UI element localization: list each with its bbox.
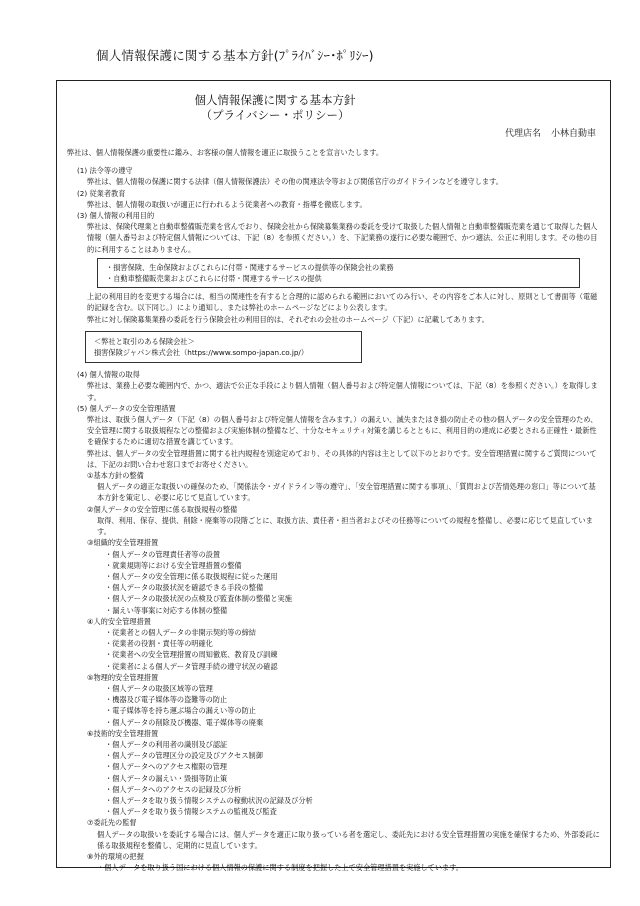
list-item: ・個人データへのアクセスの記録及び分析 [105, 784, 242, 794]
measure-heading: ⑥技術的安全管理措置 [87, 728, 159, 738]
section-heading: (1) 法令等の遵守 [77, 166, 133, 176]
list-item: ・従業者との個人データの非開示契約等の締結 [105, 627, 256, 637]
measure-heading: ①基本方針の整備 [87, 471, 144, 481]
section-text: 上記の利用目的を変更する場合には、相当の関連性を有すると合理的に認められる範囲においてのみ行い、その内容をご本人に対し、原則として書面等（電磁的記録を含む。以下同じ。）により通知し、または弊社のホームページなどにより公表します。 [87, 292, 598, 313]
purpose-item: ・自動車整備販売業およびこれらに付帯・関連するサービスの提供 [106, 274, 322, 284]
list-item: ・電子媒体等を持ち運ぶ場合の漏えい等の防止 [105, 706, 256, 716]
policy-body [67, 147, 602, 873]
section-text: 弊社は、取扱う個人データ（下記（8）の個人番号および特定個人情報を含みます。）の漏えい、滅失またはき損の防止その他の個人データの安全管理のため、安全管理に関する取扱規程などの整備および実施体制の整備など、十分なセキュリティ対策を講じるとともに、利用目的の達成に必要とされる正確性・最新性を確保するために適切な措置を講じています。 [87, 415, 598, 447]
insurer-heading: ＜弊社と取引のある保険会社＞ [94, 336, 195, 346]
measure-heading: ③組織的安全管理措置 [87, 538, 159, 548]
list-item: ・個人データの削除及び機器、電子媒体等の廃棄 [105, 717, 264, 727]
section-text: 弊社は、個人情報の取扱いが適正に行われるよう従業者への教育・指導を徹底します。 [87, 199, 367, 209]
agent-label: 代理店名 [504, 129, 541, 139]
list-item: ・個人データの取扱状況の点検及び監査体制の整備と実施 [105, 594, 292, 604]
section-heading: (4) 個人情報の取得 [77, 370, 140, 380]
policy-title: 個人情報保護に関する基本方針 [194, 93, 356, 107]
measure-heading: ⑧外的環境の把握 [87, 851, 144, 861]
measure-text: 取得、利用、保存、提供、削除・廃棄等の段階ごとに、取扱方法、責任者・担当者およびその任務等についての規程を整備し、必要に応じて見直しています。 [97, 515, 593, 537]
measure-heading: ②個人データの安全管理に係る取扱規程の整備 [87, 504, 238, 514]
section-text: 弊社は、業務上必要な範囲内で、かつ、適法で公正な手段により個人情報（個人番号および特定個人情報については、下記（8）を参照ください。）を取得します。 [87, 381, 598, 402]
list-item: ・従業者への安全管理措置の周知徹底、教育及び訓練 [105, 650, 278, 660]
list-item: ・個人データの利用者の識別及び認証 [105, 739, 228, 749]
measure-text: 個人データの適正な取扱いの確保のため、「関係法令・ガイドライン等の遵守」、「安全管理措置に関する事項」、「質問および苦情処理の窓口」等について基本方針を策定し、必要に応じて見直しています。 [97, 482, 596, 503]
measure-heading: ⑦委託先の監督 [87, 818, 137, 828]
insurer-box [85, 331, 362, 363]
measure-text: 個人データの取扱いを委託する場合には、個人データを適正に取り扱っている者を選定し、委託先における安全管理措置の実施を確保するため、外部委託に係る取扱規程を整備し、定期的に見直しています。 [97, 829, 600, 850]
measure-heading: ⑤物理的安全管理措置 [87, 672, 159, 682]
purpose-box [97, 258, 580, 288]
measure-text: ・個人データを取り扱う国における個人情報の保護に関する制度を把握した上で安全管理措置を実施しています。 [97, 863, 463, 873]
list-item: ・個人データの安全管理に係る取扱規程に従った運用 [105, 571, 278, 581]
list-item: ・従業者の役割・責任等の明確化 [105, 639, 213, 649]
section-text: 弊社に対し保険募集業務の委託を行う保険会社の利用目的は、それぞれの会社のホームページ（下記）に記載してあります。 [87, 314, 489, 324]
intro-text: 弊社は、個人情報保護の重要性に鑑み、お客様の個人情報を適正に取扱うことを宣言いたします。 [67, 148, 384, 157]
list-item: ・個人データの管理責任者等の設置 [105, 549, 221, 559]
list-item: ・就業規則等における安全管理措置の整備 [105, 560, 242, 570]
policy-subtitle: （プライバシー・ポリシー） [200, 108, 350, 122]
section-heading: (3) 個人情報の利用目的 [77, 211, 155, 221]
agent-line [505, 126, 596, 139]
list-item: ・個人データの管理区分の設定及びアクセス制御 [105, 751, 263, 761]
section-heading: (2) 従業者教育 [77, 188, 126, 198]
measure-heading: ④人的安全管理措置 [87, 616, 151, 626]
section-heading: (5) 個人データの安全管理措置 [77, 403, 176, 413]
list-item: ・個人データを取り扱う情報システムの稼動状況の記録及び分析 [105, 795, 313, 805]
section-text: 弊社は、個人情報の保護に関する法律（個人情報保護法）その他の関連法令等および関係官庁のガイドラインなどを遵守します。 [87, 177, 503, 187]
list-item: ・個人データの漏えい・毀損等防止策 [105, 773, 228, 783]
list-item: ・従業者による個人データ管理手続の遵守状況の確認 [105, 661, 278, 671]
list-item: ・個人データの取扱状況を確認できる手段の整備 [105, 583, 264, 593]
list-item: ・漏えい等事案に対応する体制の整備 [105, 605, 228, 615]
list-item: ・機器及び電子媒体等の盗難等の防止 [105, 695, 228, 705]
list-item: ・個人データへのアクセス権限の管理 [105, 762, 227, 772]
purpose-item: ・損害保険、生命保険およびこれらに付帯・関連するサービスの提供等の保険会社の業務 [106, 262, 394, 272]
policy-frame [56, 80, 611, 873]
page-title: 個人情報保護に関する基本方針(ﾌﾟﾗｲﾊﾞｼｰ･ﾎﾟﾘｼｰ) [96, 48, 374, 63]
insurer-name: 損害保険ジャパン株式会社（https://www.sompo-japan.co.jp/） [94, 348, 309, 358]
section-text: 弊社は、保険代理業と自動車整備販売業を営んでおり、保険会社から保険募集業務の委託を受けて取扱した個人情報と自動車整備販売業を通じて取得した個人情報（個人番号および特定個人情報については、下記（8）を参照ください。）を、下記業務の遂行に必要な範囲で、かつ適法、公正に利用します。その他の目的に利用することはありません。 [87, 222, 598, 254]
agent-name: 小林自動車 [550, 129, 596, 139]
list-item: ・個人データを取り扱う情報システムの監視及び監査 [105, 807, 277, 817]
policy-heading [175, 93, 375, 123]
section-text: 弊社は、個人データの安全管理措置に関する社内規程を別途定めており、その具体的内容は主として以下のとおりです。安全管理措置に関するご質問については、下記のお問い合わせ窓口までお寄せください。 [87, 448, 597, 469]
list-item: ・個人データの取扱区域等の管理 [105, 683, 213, 693]
